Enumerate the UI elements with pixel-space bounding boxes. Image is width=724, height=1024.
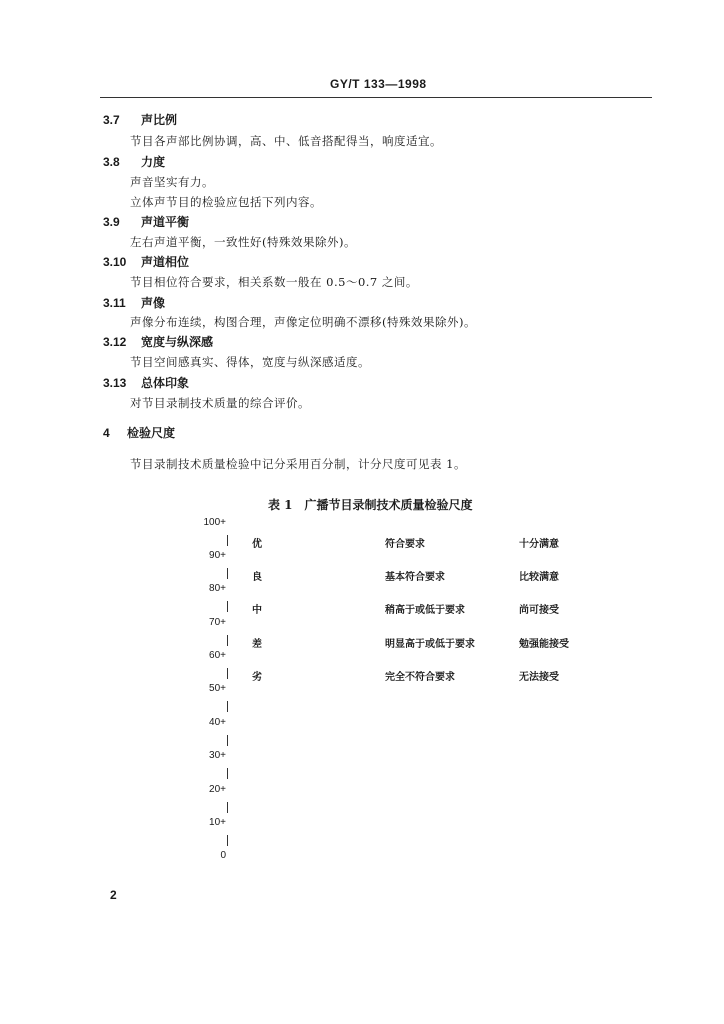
grade-cell: 优 bbox=[252, 539, 262, 550]
scale-bar bbox=[227, 535, 228, 546]
scale-bar bbox=[227, 835, 228, 846]
grade-cell: 良 bbox=[252, 572, 262, 583]
section-3-11-heading bbox=[103, 294, 165, 311]
table-caption: 表 1 广播节目录制技术质量检验尺度 bbox=[268, 498, 473, 512]
scale-tick: 20+ bbox=[209, 784, 226, 795]
scale-bar bbox=[227, 701, 228, 712]
section-number: 3.11 bbox=[103, 296, 126, 310]
chapter-4-heading bbox=[103, 424, 175, 441]
acceptance-cell: 勉强能接受 bbox=[519, 639, 569, 650]
scale-tick: 30+ bbox=[209, 750, 226, 761]
scale-tick: 50+ bbox=[209, 683, 226, 694]
section-number: 3.7 bbox=[103, 113, 120, 127]
chapter-title: 检验尺度 bbox=[127, 426, 176, 440]
section-3-8-text-1: 声音坚实有力。 bbox=[130, 175, 214, 189]
grade-cell: 中 bbox=[252, 605, 262, 616]
section-number: 3.9 bbox=[103, 215, 120, 229]
scale-tick: 80+ bbox=[209, 583, 226, 594]
acceptance-cell: 比较满意 bbox=[519, 572, 559, 583]
section-3-10-text: 节目相位符合要求，相关系数一般在 0.5～0.7 之间。 bbox=[130, 275, 418, 289]
section-number: 3.13 bbox=[103, 376, 127, 390]
section-3-12-text: 节目空间感真实、得体，宽度与纵深感适度。 bbox=[130, 355, 370, 369]
acceptance-cell: 十分满意 bbox=[519, 539, 559, 550]
section-3-7-heading bbox=[103, 111, 177, 128]
section-3-9-heading bbox=[103, 213, 189, 230]
section-3-8-heading bbox=[103, 153, 165, 170]
grade-cell: 差 bbox=[252, 639, 262, 650]
requirement-cell: 明显高于或低于要求 bbox=[385, 639, 475, 650]
section-title: 宽度与纵深感 bbox=[141, 335, 214, 349]
section-3-8-text-2: 立体声节目的检验应包括下列内容。 bbox=[130, 195, 322, 209]
section-title: 声像 bbox=[141, 296, 166, 310]
requirement-cell: 基本符合要求 bbox=[385, 572, 445, 583]
scale-bar bbox=[227, 735, 228, 746]
requirement-cell: 稍高于或低于要求 bbox=[385, 605, 465, 616]
section-3-7-text: 节目各声部比例协调，高、中、低音搭配得当，响度适宜。 bbox=[130, 134, 442, 148]
scale-bar bbox=[227, 635, 228, 646]
section-title: 声道相位 bbox=[141, 255, 190, 269]
requirement-cell: 完全不符合要求 bbox=[385, 672, 455, 683]
standard-number: GY/T 133—1998 bbox=[330, 77, 427, 91]
section-title: 总体印象 bbox=[141, 376, 190, 390]
scale-tick: 60+ bbox=[209, 650, 226, 661]
scale-tick: 90+ bbox=[209, 550, 226, 561]
requirement-cell: 符合要求 bbox=[385, 539, 425, 550]
scale-bar bbox=[227, 668, 228, 679]
section-title: 声比例 bbox=[141, 113, 178, 127]
section-3-11-text: 声像分布连续，构图合理，声像定位明确不漂移(特殊效果除外)。 bbox=[130, 315, 476, 329]
section-3-13-text: 对节目录制技术质量的综合评价。 bbox=[130, 396, 310, 410]
section-3-13-heading bbox=[103, 374, 189, 391]
header-rule bbox=[100, 97, 652, 98]
section-number: 3.8 bbox=[103, 155, 120, 169]
grade-cell: 劣 bbox=[252, 672, 262, 683]
scale-tick: 0 bbox=[220, 850, 226, 861]
section-title: 声道平衡 bbox=[141, 215, 190, 229]
chapter-4-text: 节目录制技术质量检验中记分采用百分制，计分尺度可见表 1。 bbox=[130, 457, 466, 471]
scale-tick: 100+ bbox=[203, 517, 226, 528]
acceptance-cell: 无法接受 bbox=[519, 672, 559, 683]
section-3-9-text: 左右声道平衡，一致性好(特殊效果除外)。 bbox=[130, 235, 356, 249]
section-title: 力度 bbox=[141, 155, 166, 169]
page-number: 2 bbox=[110, 888, 117, 902]
chapter-number: 4 bbox=[103, 426, 110, 440]
section-3-10-heading bbox=[103, 253, 189, 270]
scale-tick: 10+ bbox=[209, 817, 226, 828]
scale-tick: 70+ bbox=[209, 617, 226, 628]
section-3-12-heading bbox=[103, 333, 213, 350]
section-number: 3.12 bbox=[103, 335, 127, 349]
scale-tick: 40+ bbox=[209, 717, 226, 728]
acceptance-cell: 尚可接受 bbox=[519, 605, 559, 616]
section-number: 3.10 bbox=[103, 255, 127, 269]
scale-bar bbox=[227, 601, 228, 612]
scale-bar bbox=[227, 568, 228, 579]
scale-bar bbox=[227, 768, 228, 779]
scale-bar bbox=[227, 802, 228, 813]
